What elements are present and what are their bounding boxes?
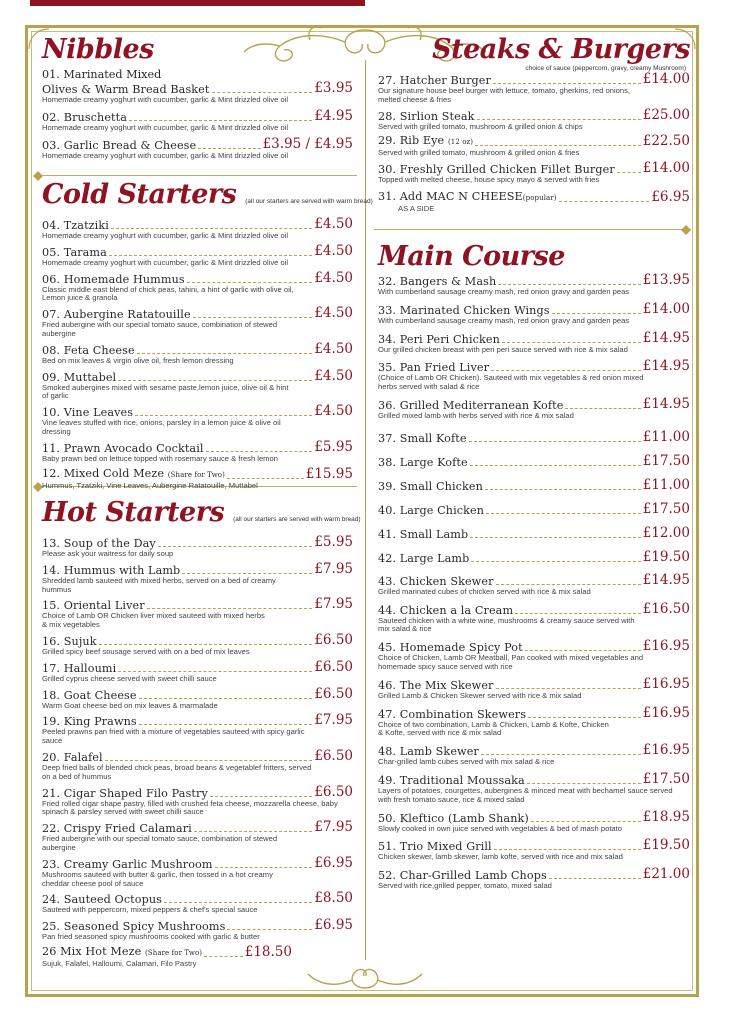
item-desc: Choice of two combination, Lamb & Chicken, Lamb & Kofte, Chicken & Kofte, served with rice & mix salad [378, 719, 609, 738]
menu-item [42, 945, 292, 969]
menu-item [378, 772, 690, 805]
item-desc: Peeled prawns pan fried with a mixture of vegetables sauteed with spicy garlic sauce [42, 727, 305, 746]
item-desc: Sauteed chicken with a white wine, mushrooms & creamy sauce served with mix salad & rice [378, 615, 635, 634]
item-price: £16.95 [642, 675, 690, 692]
section-title: Main Course [378, 241, 565, 272]
item-price: £16.95 [642, 638, 690, 655]
item-name: 49. Traditional Moussaka [378, 773, 525, 787]
section-divider [40, 175, 357, 176]
item-name: 25. Seasoned Spicy Mushrooms [42, 920, 226, 934]
item-name: 40. Large Chicken [378, 503, 485, 517]
item-price: £6.50 [314, 685, 353, 702]
item-price: £15.95 [305, 465, 353, 482]
menu-item [42, 68, 353, 105]
item-price: £5.95 [314, 534, 353, 550]
item-desc: Homemade creamy yoghurt with cucumber, garlic & Mint drizzled olive oil [42, 150, 289, 160]
item-price: £3.95 / £4.95 [262, 135, 353, 152]
item-desc: Fried aubergine with our special tomato sauce, combination of stewed aubergine [42, 834, 278, 852]
item-name: 45. Homemade Spicy Pot [378, 641, 523, 655]
item-name: 44. Chicken a la Cream [378, 603, 514, 617]
section-title: Steaks & Burgers [432, 34, 690, 65]
menu-item [42, 109, 353, 133]
item-price: £14.95 [642, 571, 690, 588]
item-desc: Homemade creamy yoghurt with cucumber, garlic & Mint drizzled olive oil [42, 231, 289, 240]
menu-item [42, 687, 353, 711]
item-name: Olives & Warm Bread Basket [42, 83, 210, 96]
item-name: 02. Bruschetta [42, 110, 128, 124]
menu-item [42, 467, 353, 491]
item-desc: Sauteed with peppercorn, mixed peppers & chef's special sauce [42, 905, 258, 915]
menu-item [42, 660, 353, 684]
menu-item [378, 550, 690, 565]
item-desc: Grilled cyprus cheese served with sweet chilli sauce [42, 673, 217, 683]
item-name: 20. Falafel [42, 750, 103, 764]
item-note: (Share for Two) [167, 470, 225, 479]
menu-item [42, 369, 353, 402]
menu-item [378, 502, 690, 517]
item-name: 13. Soup of the Day [42, 537, 156, 550]
nibbles-section [42, 35, 353, 160]
menu-item [378, 397, 690, 421]
item-desc: Sujuk, Falafel, Halloumi, Calamari, Filo Pastry [42, 958, 197, 968]
menu-item [42, 306, 353, 339]
menu-item [42, 244, 353, 268]
item-name: 21. Cigar Shaped Filo Pastry [42, 786, 208, 800]
steaks-section [378, 35, 690, 214]
item-desc: With cumberland sausage creamy mash, red onion gravy and garden peas [378, 287, 630, 296]
item-name: 11. Prawn Avocado Cocktail [42, 441, 204, 455]
item-name: 32. Bangers & Mash [378, 275, 497, 288]
menu-item [378, 677, 690, 701]
item-price: £4.50 [314, 269, 353, 286]
item-name: 16. Sujuk [42, 634, 97, 648]
menu-item [378, 302, 690, 326]
menu-item [378, 359, 690, 392]
section-divider [374, 229, 691, 230]
top-accent-bar [30, 0, 365, 6]
item-desc: Choice of Lamb OR Chicken liver mixed sauteed with mixed herbs & mix vegetables [42, 611, 265, 630]
menu-item [42, 856, 353, 889]
item-price: £7.95 [314, 596, 353, 613]
item-name: 23. Creamy Garlic Mushroom [42, 857, 213, 871]
section-title: Hot Starters [42, 497, 225, 528]
item-name: 24. Sauteed Octopus [42, 893, 163, 907]
item-price: £25.00 [642, 106, 690, 123]
item-name: 51. Trio Mixed Grill [378, 840, 492, 854]
item-price: £6.50 [314, 747, 353, 764]
divider-diamond-icon [680, 224, 692, 236]
item-desc: Served with grilled tomato, mushroom & grilled onion & chips [378, 121, 583, 131]
item-price: £6.50 [314, 658, 353, 675]
item-name: 38. Large Kofte [378, 455, 468, 469]
item-price: £7.95 [314, 560, 353, 577]
menu-item [378, 190, 690, 214]
menu-item [378, 331, 690, 355]
item-price: £6.50 [314, 631, 353, 648]
item-name: 09. Muttabel [42, 370, 117, 384]
item-price: £16.95 [642, 742, 690, 759]
item-desc: Homemade creamy yoghurt with cucumber, garlic & Mint drizzled olive oil [42, 257, 289, 267]
item-desc: Layers of potatoes, courgettes, aubergines & minced meat with bechamel sauce served with fresh tomato sauce, rice & mixed salad [378, 785, 673, 804]
item-price: £19.50 [642, 837, 690, 854]
item-name: 33. Marinated Chicken Wings [378, 303, 550, 317]
item-desc: With cumberland sausage creamy mash, red onion gravy and garden peas [378, 315, 630, 325]
item-price: £14.00 [642, 71, 690, 87]
column-divider [365, 60, 366, 960]
menu-item [42, 785, 353, 818]
item-price: £4.50 [314, 367, 353, 384]
item-desc: Please ask your waitress for daily soup [42, 549, 174, 558]
item-name: 04. Tzatziki [42, 219, 109, 232]
item-desc: Classic middle east blend of chick peas, tahini, a hint of garlic with olive oil, Lemon juice & granola [42, 284, 294, 303]
item-name: 08. Feta Cheese [42, 343, 135, 357]
item-price: £4.50 [314, 340, 353, 357]
item-desc: Hummus, Tzatziki, Vine Leaves, Aubergine Ratatouille, Muttabel [42, 480, 258, 490]
item-price: £17.50 [642, 500, 690, 517]
item-desc: Deep fried balls of blended chick peas, broad beans & vegetablef fritters, served on a bed of hummus [42, 762, 312, 781]
item-name: 39. Small Chicken [378, 479, 483, 493]
item-price: £19.50 [642, 548, 690, 565]
item-price: £6.95 [314, 854, 353, 871]
menu-item [378, 526, 690, 541]
item-name: 28. Sirlion Steak [378, 109, 475, 123]
menu-item [378, 639, 690, 672]
item-name: 50. Kleftico (Lamb Shank) [378, 811, 529, 825]
menu-item [42, 535, 353, 559]
item-price: £3.95 [314, 80, 353, 96]
item-desc: Slowly cooked in own juice served with vegetables & bed of mash potato [378, 823, 622, 833]
item-price: £6.95 [651, 188, 690, 205]
item-price: £17.50 [642, 452, 690, 469]
item-price: £14.95 [642, 358, 690, 375]
item-name: 18. Goat Cheese [42, 688, 137, 702]
item-note: (12 oz) [447, 138, 474, 147]
item-price: £16.50 [642, 600, 690, 617]
item-desc: Choice of Chicken, Lamb OR Meatball, Pan cooked with mixed vegetables and homemade spicy sauce served with rice [378, 653, 644, 671]
item-name: 43. Chicken Skewer [378, 574, 494, 588]
item-price: £4.50 [314, 242, 353, 259]
menu-item [42, 597, 353, 630]
item-name: 41. Small Lamb [378, 527, 469, 541]
menu-item [378, 430, 690, 445]
item-desc: Smoked aubergines mixed with sesame paste,lemon juice, olive oil & hint of garlic [42, 382, 289, 401]
item-price: £5.95 [314, 438, 353, 455]
item-name: 37. Small Kofte [378, 431, 467, 445]
item-price: £7.95 [314, 712, 353, 729]
item-name: 05. Tarama [42, 245, 107, 259]
main-course-section [378, 242, 690, 891]
item-desc: Shredded lamb sauteed with mixed herbs, served on a bed of creamy hummus [42, 575, 276, 594]
item-desc: Fried rolled cigar shape pastry, filled with crushed feta cheese, mozzarella cheese, baby spinach & parsley served with sweet chilli sauce [42, 798, 338, 817]
menu-item [378, 573, 690, 597]
item-name: 48. Lamb Skewer [378, 745, 479, 759]
menu-item [42, 440, 353, 464]
item-name: 17. Halloumi [42, 661, 117, 675]
item-price: £16.95 [642, 704, 690, 721]
item-name-line: 01. Marinated Mixed [42, 68, 162, 81]
item-desc: (Choice of Lamb OR Chicken). Sauteed with mix vegetables & red onion mixed herbs served with salad & rice [378, 373, 644, 392]
menu-item [42, 137, 353, 161]
item-name: 19. King Prawns [42, 715, 137, 729]
item-price: £18.95 [642, 808, 690, 825]
item-price: £21.00 [642, 866, 690, 883]
item-price: £6.95 [314, 917, 353, 934]
item-name: 42. Large Lamb [378, 551, 470, 565]
item-price: £22.50 [642, 133, 690, 150]
item-name: 30. Freshly Grilled Chicken Fillet Burger [378, 163, 615, 177]
menu-item [378, 134, 690, 158]
item-desc: Fried aubergine with our special tomato sauce, combination of stewed aubergine [42, 320, 278, 338]
item-desc: Bed on mix leaves & virgin olive oil, fresh lemon dressing [42, 355, 234, 365]
item-price: £14.95 [642, 395, 690, 412]
menu-item [42, 342, 353, 366]
item-name: 47. Combination Skewers [378, 707, 527, 721]
item-name: 29. Rib Eye [378, 134, 445, 148]
menu-item [378, 743, 690, 767]
menu-item [378, 602, 690, 635]
menu-item [378, 810, 690, 834]
item-price: £6.50 [314, 783, 353, 800]
item-desc: Grilled mixed lamb with herbs served with rice & mix salad [378, 410, 574, 420]
section-title: Cold Starters [42, 179, 237, 210]
item-desc: Homemade creamy yoghurt with cucumber, garlic & Mint drizzled olive oil [42, 122, 289, 132]
item-name: 35. Pan Fried Liver [378, 361, 490, 375]
menu-item [378, 273, 690, 297]
menu-item [378, 454, 690, 469]
item-name: 10. Vine Leaves [42, 406, 134, 420]
item-desc: Topped with melted cheese, house spicy mayo & served with fries [378, 175, 600, 185]
item-name: 15. Oriental Liver [42, 599, 145, 613]
main-course-list [378, 273, 690, 891]
item-name: 46. The Mix Skewer [378, 678, 494, 692]
section-note: (all our starters are served with warm bread) [233, 516, 361, 523]
section-title-row [42, 179, 373, 217]
item-name: 27. Hatcher Burger [378, 74, 491, 87]
item-price: £4.95 [314, 107, 353, 124]
item-price: £13.95 [642, 272, 690, 288]
item-desc: Grilled Lamb & Chicken Skewer served with rice & mix salad [378, 690, 582, 700]
item-name: 03. Garlic Bread & Cheese [42, 138, 197, 152]
item-price: £14.00 [642, 300, 690, 317]
section-note: (all our starters are served with warm bread) [245, 198, 373, 205]
item-name: 31. Add MAC N CHEESE [378, 189, 523, 203]
menu-item [42, 633, 353, 657]
item-desc: Grilled spicy beef sousage served with on a bed of mix leaves [42, 646, 250, 656]
item-desc: Vine leaves stuffed with rice, onions, parsley in a lemon juice & olive oil dressing [42, 418, 281, 436]
item-name: 36. Grilled Mediterranean Kofte [378, 398, 564, 412]
item-name: 34. Peri Peri Chicken [378, 332, 500, 346]
item-price: £8.50 [314, 890, 353, 907]
item-desc: Mushrooms sauteed with butter & garlic, then tossed in a hot creamy cheddar cheese pool of sauce [42, 869, 273, 888]
item-desc: Pan fried seasoned spicy mushrooms cooked with garlic & butter [42, 932, 260, 942]
item-price: £18.50 [244, 943, 292, 960]
menu-item [378, 706, 690, 739]
section-title: Nibbles [42, 34, 154, 65]
menu-item [42, 820, 353, 853]
item-price: £7.95 [314, 819, 353, 836]
item-price: £4.50 [314, 305, 353, 322]
cold-starters-section [42, 179, 373, 490]
menu-item [42, 271, 353, 304]
hot-starters-section [42, 497, 361, 969]
item-price: £11.00 [642, 428, 690, 445]
item-name: 07. Aubergine Ratatouille [42, 308, 191, 322]
item-price: £12.00 [642, 524, 690, 541]
item-desc: Chicken skewer, lamb skewer, lamb kofte, served with rice and mix salad [378, 852, 623, 862]
item-note: (Share for Two) [144, 948, 203, 957]
menu-item [378, 838, 690, 862]
item-price: £4.50 [314, 403, 353, 420]
item-desc: Warm Goat cheese bed on mix leaves & marmalade [42, 700, 218, 710]
menu-item [378, 108, 690, 132]
item-price: £17.50 [642, 770, 690, 787]
item-name: 22. Crispy Fried Calamari [42, 822, 192, 836]
section-title-row [42, 497, 361, 535]
menu-item [42, 562, 353, 595]
item-desc: Char-grilled lamb cubes served with mix salad & rice [378, 757, 555, 767]
item-desc: Grilled marinated cubes of chicken served with rice & mix salad [378, 586, 591, 596]
item-name: 26 Mix Hot Meze [42, 944, 142, 958]
item-desc: Served with grilled tomato, mushroom & grilled onion & fries [378, 148, 580, 158]
item-price: £14.95 [642, 329, 690, 346]
item-desc: Our grilled chicken breast with peri peri sauce served with rice & mix salad [378, 344, 628, 354]
item-note: (popular) [522, 193, 557, 202]
menu-item [378, 478, 690, 493]
section-note: choice of sauce (peppercorn, gravy, creamy Mushroom) [525, 65, 686, 72]
item-name: 52. Char-Grilled Lamb Chops [378, 869, 547, 883]
item-desc: Our signature house beef burger with lettuce, tomato, gherkins, red onions, melted cheese & fries [378, 86, 631, 104]
item-price: £4.50 [314, 216, 353, 232]
item-price: £14.00 [642, 160, 690, 177]
item-desc: Homemade creamy yoghurt with cucumber, garlic & Mint drizzled olive oil [42, 95, 289, 104]
menu-item [378, 867, 690, 891]
item-name: 12. Mixed Cold Meze [42, 466, 165, 480]
menu-item [378, 161, 690, 185]
menu-item [42, 404, 353, 437]
item-desc: AS A SIDE [398, 203, 435, 213]
item-name: 14. Hummus with Lamb [42, 563, 181, 577]
item-desc: Baby prawn bed on lettuce topped with rosemary sauce & fresh lemon [42, 453, 278, 463]
menu-item [42, 217, 353, 241]
menu-item [42, 749, 353, 782]
item-name: 06. Homemade Hummus [42, 272, 185, 286]
item-price: £11.00 [642, 476, 690, 493]
menu-item [42, 713, 353, 746]
menu-item [378, 72, 690, 105]
item-desc: Served with rice,grilled pepper, tomato, mixed salad [378, 881, 552, 891]
menu-item [42, 918, 353, 942]
menu-item [42, 891, 353, 915]
